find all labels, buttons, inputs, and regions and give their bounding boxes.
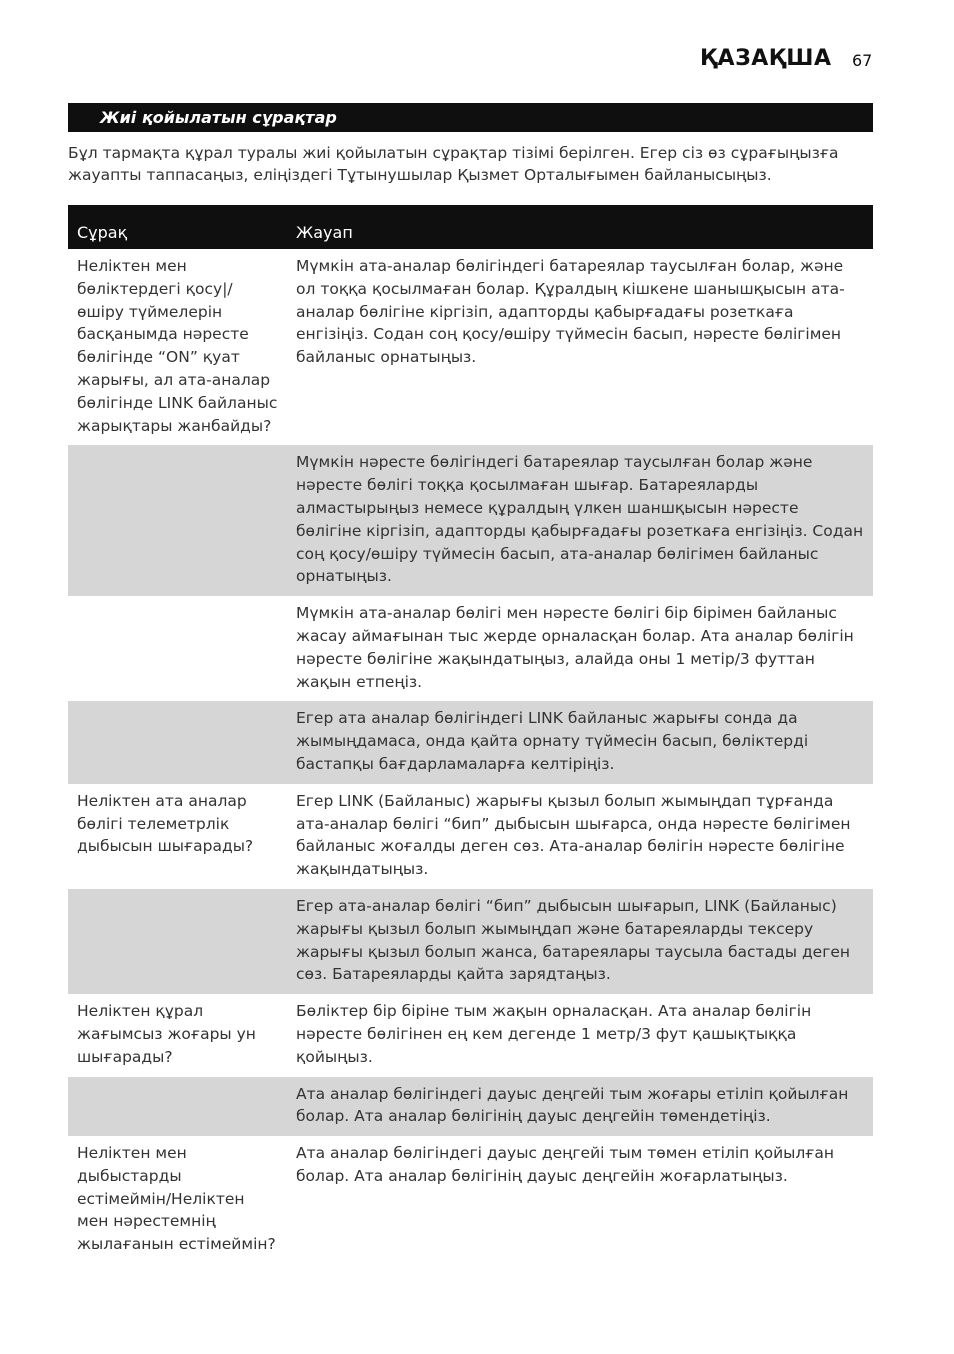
answer-cell: Мүмкін ата-аналар бөлігі мен нәресте бөлігі бір бірімен байланыс жасау аймағынан тыс жерде орналасқан болар. Ата аналар бөлігін нәресте бөлігіне жақындатыңыз, алайда оны 1 метір/3 футтан жақын етпеңіз. [296, 604, 854, 691]
table-row [68, 1136, 873, 1264]
column-header-question: Сұрақ [68, 205, 287, 249]
page-number: 67 [852, 51, 873, 70]
answer-cell: Егер LINK (Байланыс) жарығы қызыл болып жымыңдап тұрғанда ата-аналар бөлігі “бип” дыбысын шығарса, онда нәресте бөлігімен байланыс жоғалды деген сөз. Ата-аналар бөлігін нәресте бөлігіне жақындатыңыз. [296, 791, 851, 879]
answer-cell: Егер ата-аналар бөлігі “бип” дыбысын шығарып, LINK (Байланыс) жарығы қызыл болып жымыңдап және батареяларды тексеру жарығы қызыл болып жанса, батареялары таусыла бастады деген сөз. Батареяларды қайта зарядтаңыз. [287, 889, 873, 994]
table-row [68, 994, 873, 1076]
section-title-bar [68, 103, 873, 132]
question-cell: Неліктен мен бөліктердегі қосу|/өшіру түймелерін басқанымда нәресте бөлігінде “ON” қуат жарығы, ал ата-аналар бөлігінде LINK байланыс жарықтары жанбайды? [77, 257, 278, 435]
answer-cell: Ата аналар бөлігіндегі дауыс деңгейі тым төмен етіліп қойылған болар. Ата аналар бөлігінің дауыс деңгейін жоғарлатыңыз. [296, 1144, 835, 1185]
table-row [68, 445, 873, 596]
table-row [68, 889, 873, 994]
question-cell [68, 596, 287, 701]
answer-cell: Мүмкін нәресте бөлігіндегі батареялар таусылған болар және нәресте бөлігі тоққа қосылмаған шығар. Батареяларды алмастырыңыз немесе құралдың үлкен шаншқысын нәресте бөлігіне кіргізіп, адапторды қабырғадағы розеткаға енгізіңіз. Содан соң қосу/өшіру түймесін басып, ата-аналар бөлігімен байланыс орнатыңыз. [287, 445, 873, 596]
table-header-row [68, 205, 873, 249]
section-title: Жиі қойылатын сұрақтар [100, 108, 337, 127]
question-cell: Неліктен ата аналар бөлігі телеметрлік дыбысын шығарады? [77, 791, 254, 856]
table-row [68, 784, 873, 889]
intro-paragraph: Бұл тармақта құрал туралы жиі қойылатын сұрақтар тізімі берілген. Егер сіз өз сұрағыңызға жауапты таппасаңыз, еліңіздегі Тұтынушылар Қызмет Орталығымен байланысыңыз. [68, 144, 839, 184]
question-cell [68, 701, 287, 783]
question-cell [68, 445, 287, 596]
answer-cell: Бөліктер бір біріне тым жақын орналасқан. Ата аналар бөлігін нәресте бөлігінен ең кем дегенде 1 метр/3 фут қашықтыққа қойыңыз. [296, 1002, 812, 1066]
language-header: ҚАЗАҚША [700, 46, 832, 71]
table-row [68, 1077, 873, 1137]
column-header-answer: Жауап [287, 205, 873, 249]
question-cell [68, 889, 287, 994]
answer-cell: Мүмкін ата-аналар бөлігіндегі батареялар таусылған болар, және ол тоққа қосылмаған болар. Құралдың кішкене шанышқысын ата-аналар бөлігіне кіргізіп, адапторды қабырғадағы розеткаға енгізіңіз. Содан соң қосу/өшіру түймесін басып, нәресте бөлігімен байланыс орнатыңыз. [296, 257, 845, 367]
question-cell: Неліктен мен дыбыстарды естімеймін/Неліктен мен нәрестемнің жылағанын естімеймін? [77, 1144, 276, 1254]
table-row [68, 701, 873, 783]
question-cell: Неліктен құрал жағымсыз жоғары ун шығарады? [77, 1002, 256, 1066]
table-row [68, 596, 873, 701]
faq-table [68, 205, 873, 1264]
table-row [68, 249, 873, 445]
answer-cell: Егер ата аналар бөлігіндегі LINK байланыс жарығы сонда да жымыңдамаса, онда қайта орнату түймесін басып, бөліктерді бастапқы бағдарламаларға келтіріңіз. [287, 701, 873, 783]
answer-cell: Ата аналар бөлігіндегі дауыс деңгейі тым жоғары етіліп қойылған болар. Ата аналар бөлігінің дауыс деңгейін төмендетіңіз. [287, 1077, 873, 1137]
question-cell [68, 1077, 287, 1137]
